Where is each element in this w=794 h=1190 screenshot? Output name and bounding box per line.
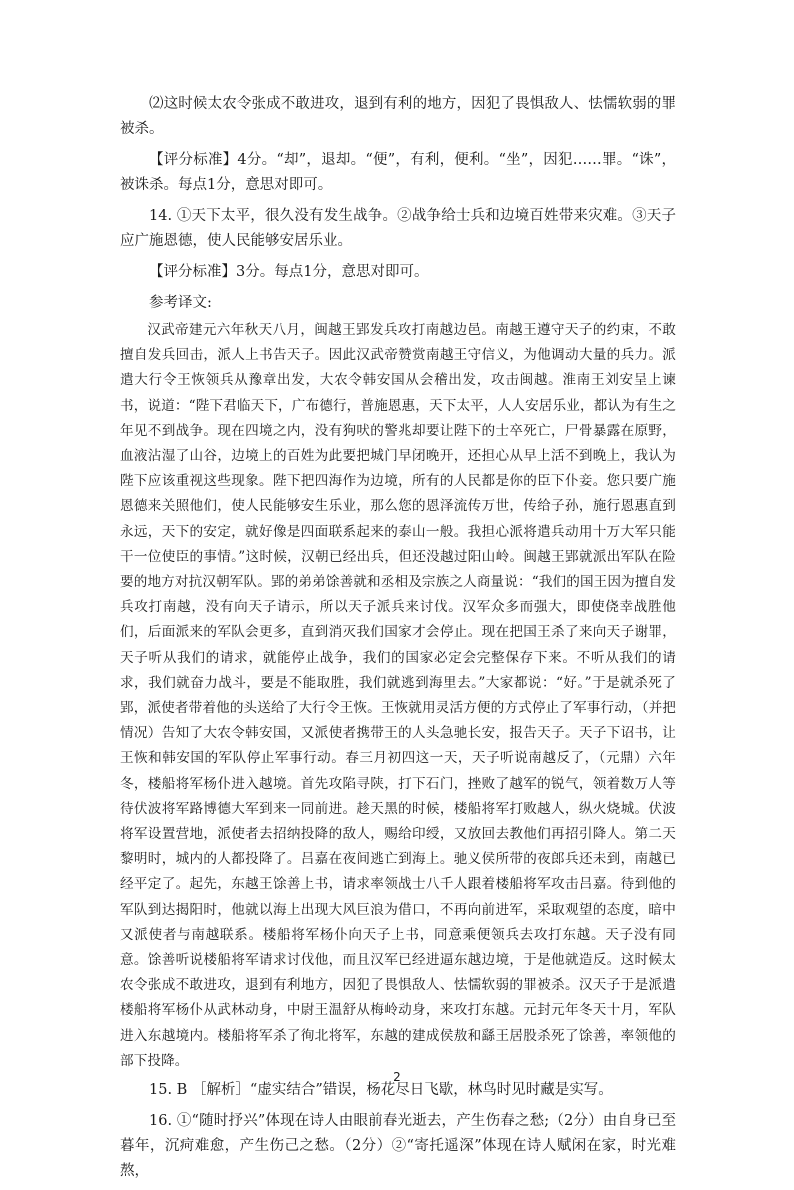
- answer-13-2: ⑵这时候太农令张成不敢进攻，退到有利的地方，因犯了畏惧敌人、怯懦软弱的罪被杀。: [120, 96, 676, 137]
- scoring-standard-13: 【评分标准】4分。“却”，退却。“便”，有利，便利。“坐”，因犯……罪。“诛”，被诛杀。每点1分，意思对即可。: [120, 152, 676, 193]
- scoring-standard-14: 【评分标准】3分。每点1分，意思对即可。: [149, 264, 429, 280]
- answer-14: 14. ①天下太平，很久没有发生战争。②战争给士兵和边境百姓带来灾难。③天子应广施恩德，使人民能够安居乐业。: [120, 208, 676, 249]
- answer-16: 16. ①“随时抒兴”体现在诗人由眼前春光逝去，产生伤春之愁;（2分）由自身已至暮年，沉疴难愈，产生伤己之愁。（2分）②“寄托遥深”体现在诗人赋闲在家，时光难熬，: [120, 1113, 676, 1180]
- reference-translation: 汉武帝建元六年秋天八月，闽越王郢发兵攻打南越边邑。南越王遵守天子的约束，不敢擅自发兵回击，派人上书告天子。因此汉武帝赞赏南越王守信义，为他调动大量的兵力。派遣大行令王恢领兵从豫章出发，大农令韩安国从会稽出发，攻击闽越。淮南王刘安呈上谏书，说道：“陛下君临天下，广布德行，普施恩惠，天下太平，人人安居乐业，都认为有生之年见不到战争。现在四境之内，没有狗吠的警兆却要让陛下的士卒死亡，尸骨暴露在原野，血液沾湿了山谷，边境上的百姓为此要把城门早闭晚开，还担心从早上活不到晚上，我认为陛下应该重视这些现象。陛下把四海作为边境，所有的人民都是你的臣下仆妾。您只要广施恩德来关照他们，使人民能够安生乐业，那么您的恩泽流传万世，传给子孙，施行恩惠直到永远，天下的安定，就好像是四面联系起来的泰山一般。我担心派将遣兵动用十万大军只能干一位使臣的事情。”这时候，汉朝已经出兵，但还没越过阳山岭。闽越王郢就派出军队在险要的地方对抗汉朝军队。郢的弟弟馀善就和丞相及宗族之人商量说：“我们的国王因为擅自发兵攻打南越，没有向天子请示，所以天子派兵来讨伐。汉军众多而强大，即使侥幸战胜他们，后面派来的军队会更多，直到消灭我们国家才会停止。现在把国王杀了来向天子谢罪，天子听从我们的请求，就能停止战争，我们的国家必定会完整保存下来。不听从我们的请求，我们就奋力战斗，要是不能取胜，我们就逃到海里去。”大家都说：“好。”于是就杀死了郢，派使者带着他的头送给了大行令王恢。王恢就用灵活方便的方式停止了军事行动，（并把情况）告知了大农令韩安国，又派使者携带王的人头急驰长安，报告天子。天子下诏书，让王恢和韩安国的军队停止军事行动。春三月初四这一天，天子听说南越反了，（元鼎）六年冬，楼船将军杨仆进入越境。首先攻陷寻陕，打下石门，挫败了越军的锐气，领着数万人等待伏波将军路博德大军到来一同前进。趁天黑的时候，楼船将军打败越人，纵火烧城。伏波将军设置营地，派使者去招纳投降的敌人，赐给印绶，又放回去教他们再招引降人。第二天黎明时，城内的人都投降了。吕嘉在夜间逃亡到海上。驰义侯所带的夜郎兵还未到，南越已经平定了。起先，东越王馀善上书，请求率领战士八千人跟着楼船将军攻击吕嘉。待到他的军队到达揭阳时，他就以海上出现大风巨浪为借口，不再向前进军，采取观望的态度，暗中又派使者与南越联系。楼船将军杨仆向天子上书，同意乘便领兵去攻打东越。天子没有同意。馀善听说楼船将军请求讨伐他，而且汉军已经进逼东越边境，于是他就造反。这时候太农令张成不敢进攻，退到有利地方，因犯了畏惧敌人、怯懦软弱的罪被杀。汉天子于是派遣楼船将军杨仆从武林动身，中尉王温舒从梅岭动身，来攻打东越。元封元年冬天十月，军队进入东越境内。楼船将军杀了徇北将军，东越的建成侯敖和繇王居股杀死了馀善，率领他的部下投降。: [120, 322, 676, 1069]
- document-body: [120, 92, 676, 1190]
- page-number: 2: [393, 1070, 401, 1084]
- answer-15: 15. B ［解析］“虚实结合”错误，杨花尽日飞歇，林鸟时见时藏是实写。: [149, 1082, 613, 1099]
- reference-translation-heading: 参考译文:: [149, 295, 212, 311]
